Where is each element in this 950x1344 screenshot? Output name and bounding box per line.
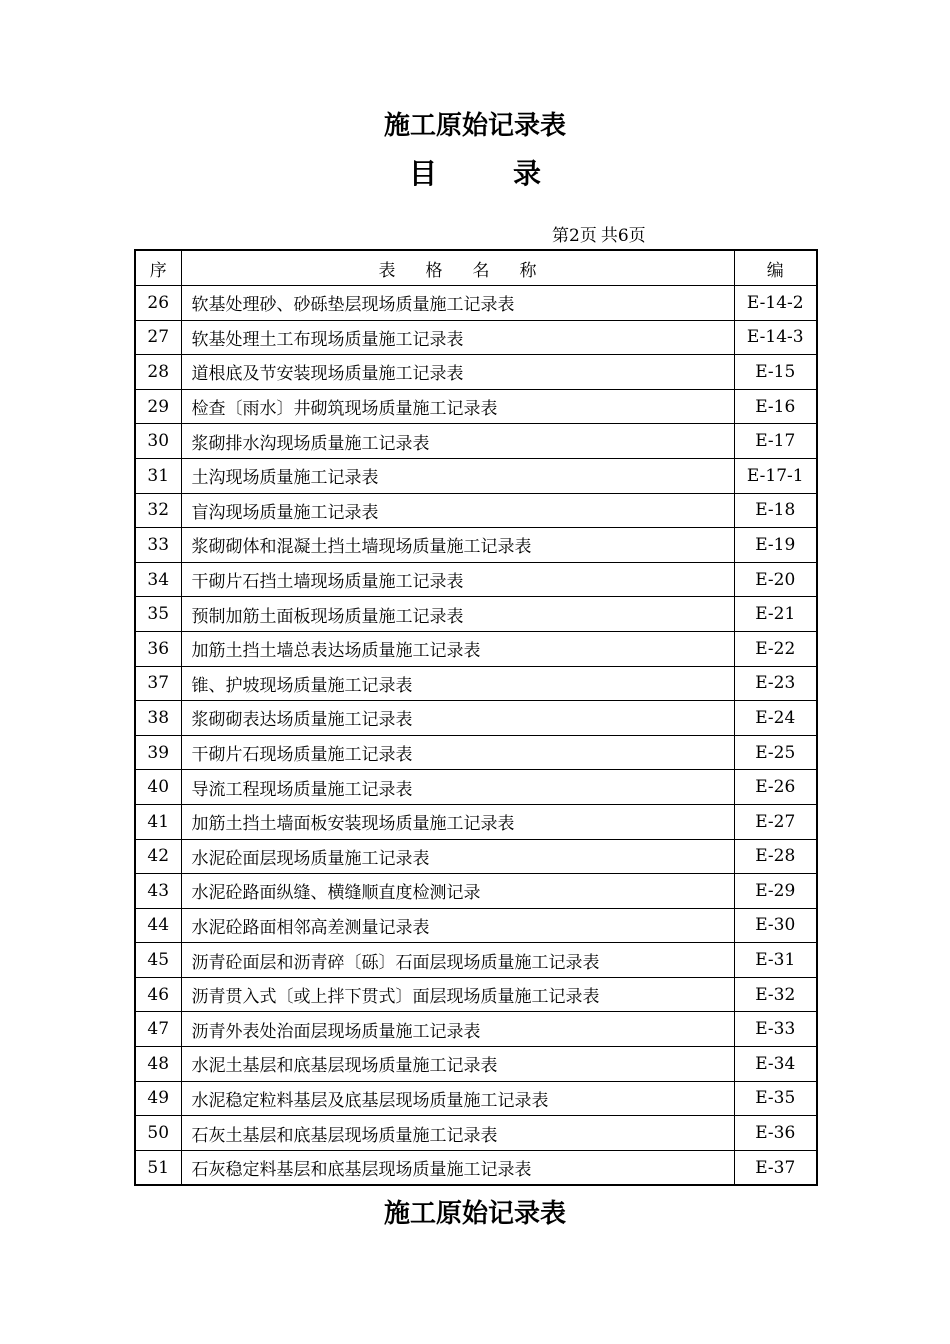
row-form-name: 干砌片石挡土墙现场质量施工记录表	[181, 562, 734, 597]
row-form-code: E-17	[734, 424, 817, 459]
row-form-name: 浆砌砌体和混凝土挡土墙现场质量施工记录表	[181, 528, 734, 563]
table-row	[135, 424, 817, 459]
table-row	[135, 943, 817, 978]
row-number: 51	[135, 1150, 181, 1185]
row-form-name: 道根底及节安装现场质量施工记录表	[181, 355, 734, 390]
row-form-name: 检查〔雨水〕井砌筑现场质量施工记录表	[181, 389, 734, 424]
row-form-name: 干砌片石现场质量施工记录表	[181, 735, 734, 770]
table-row	[135, 1150, 817, 1185]
row-form-name: 浆砌排水沟现场质量施工记录表	[181, 424, 734, 459]
row-number: 43	[135, 874, 181, 909]
row-number: 49	[135, 1081, 181, 1116]
row-number: 40	[135, 770, 181, 805]
row-form-code: E-14-3	[734, 320, 817, 355]
subtitle-left: 目	[408, 157, 437, 190]
row-form-name: 水泥砼路面纵缝、横缝顺直度检测记录	[181, 874, 734, 909]
table-row	[135, 597, 817, 632]
toc-header-row	[135, 250, 817, 286]
table-row	[135, 355, 817, 390]
row-form-name: 锥、护坡现场质量施工记录表	[181, 666, 734, 701]
row-form-code: E-28	[734, 839, 817, 874]
row-form-code: E-19	[734, 528, 817, 563]
header-code: 编	[734, 250, 817, 286]
row-form-name: 加筋土挡土墙面板安装现场质量施工记录表	[181, 804, 734, 839]
table-row	[135, 804, 817, 839]
table-row	[135, 458, 817, 493]
row-form-code: E-20	[734, 562, 817, 597]
table-row	[135, 389, 817, 424]
row-number: 46	[135, 977, 181, 1012]
table-row	[135, 493, 817, 528]
page-current: 第2页	[552, 226, 597, 246]
row-form-code: E-36	[734, 1116, 817, 1151]
row-form-name: 沥青贯入式〔或上拌下贯式〕面层现场质量施工记录表	[181, 977, 734, 1012]
row-form-name: 加筋土挡土墙总表达场质量施工记录表	[181, 631, 734, 666]
row-form-code: E-23	[734, 666, 817, 701]
table-row	[135, 770, 817, 805]
table-row	[135, 286, 817, 321]
row-number: 48	[135, 1047, 181, 1082]
table-row	[135, 1116, 817, 1151]
row-form-name: 土沟现场质量施工记录表	[181, 458, 734, 493]
document-subtitle	[0, 158, 950, 190]
table-row	[135, 631, 817, 666]
row-form-code: E-34	[734, 1047, 817, 1082]
table-row	[135, 528, 817, 563]
row-form-code: E-31	[734, 943, 817, 978]
row-form-name: 石灰稳定料基层和底基层现场质量施工记录表	[181, 1150, 734, 1185]
row-form-code: E-21	[734, 597, 817, 632]
row-number: 36	[135, 631, 181, 666]
row-form-name: 预制加筋土面板现场质量施工记录表	[181, 597, 734, 632]
row-number: 27	[135, 320, 181, 355]
toc-table	[134, 249, 818, 1186]
row-form-code: E-27	[734, 804, 817, 839]
table-row	[135, 1047, 817, 1082]
row-form-name: 沥青砼面层和沥青碎〔砾〕石面层现场质量施工记录表	[181, 943, 734, 978]
row-form-code: E-17-1	[734, 458, 817, 493]
table-row	[135, 735, 817, 770]
row-form-code: E-18	[734, 493, 817, 528]
row-number: 31	[135, 458, 181, 493]
document-title: 施工原始记录表	[383, 111, 566, 141]
row-form-name: 导流工程现场质量施工记录表	[181, 770, 734, 805]
row-number: 35	[135, 597, 181, 632]
row-form-name: 盲沟现场质量施工记录表	[181, 493, 734, 528]
header-name: 表格名称	[181, 250, 734, 286]
row-number: 32	[135, 493, 181, 528]
table-row	[135, 701, 817, 736]
row-form-name: 浆砌砌表达场质量施工记录表	[181, 701, 734, 736]
table-row	[135, 908, 817, 943]
row-number: 37	[135, 666, 181, 701]
toc-body	[135, 286, 817, 1186]
row-form-name: 水泥砼路面相邻高差测量记录表	[181, 908, 734, 943]
row-form-name: 水泥砼面层现场质量施工记录表	[181, 839, 734, 874]
row-form-code: E-35	[734, 1081, 817, 1116]
row-form-code: E-33	[734, 1012, 817, 1047]
subtitle-right: 录	[513, 157, 542, 190]
table-row	[135, 977, 817, 1012]
row-form-name: 软基处理砂、砂砾垫层现场质量施工记录表	[181, 286, 734, 321]
row-form-name: 石灰土基层和底基层现场质量施工记录表	[181, 1116, 734, 1151]
row-form-code: E-32	[734, 977, 817, 1012]
row-form-name: 水泥土基层和底基层现场质量施工记录表	[181, 1047, 734, 1082]
row-form-code: E-14-2	[734, 286, 817, 321]
table-row	[135, 1081, 817, 1116]
row-number: 38	[135, 701, 181, 736]
row-number: 30	[135, 424, 181, 459]
row-number: 45	[135, 943, 181, 978]
row-number: 47	[135, 1012, 181, 1047]
table-row	[135, 320, 817, 355]
table-row	[135, 666, 817, 701]
row-form-code: E-37	[734, 1150, 817, 1185]
table-row	[135, 562, 817, 597]
row-form-name: 水泥稳定粒料基层及底基层现场质量施工记录表	[181, 1081, 734, 1116]
row-number: 33	[135, 528, 181, 563]
header-no: 序	[135, 250, 181, 286]
row-form-name: 软基处理土工布现场质量施工记录表	[181, 320, 734, 355]
row-number: 42	[135, 839, 181, 874]
row-form-code: E-25	[734, 735, 817, 770]
page-indicator	[552, 224, 650, 248]
row-number: 50	[135, 1116, 181, 1151]
row-number: 29	[135, 389, 181, 424]
row-form-code: E-26	[734, 770, 817, 805]
row-form-code: E-24	[734, 701, 817, 736]
row-number: 34	[135, 562, 181, 597]
row-form-code: E-22	[734, 631, 817, 666]
row-number: 44	[135, 908, 181, 943]
row-number: 28	[135, 355, 181, 390]
table-row	[135, 1012, 817, 1047]
row-number: 39	[135, 735, 181, 770]
row-form-code: E-29	[734, 874, 817, 909]
table-row	[135, 874, 817, 909]
row-form-name: 沥青外表处治面层现场质量施工记录表	[181, 1012, 734, 1047]
row-form-code: E-15	[734, 355, 817, 390]
row-number: 26	[135, 286, 181, 321]
page-total: 共6页	[600, 226, 646, 246]
row-form-code: E-16	[734, 389, 817, 424]
footer-title: 施工原始记录表	[383, 1199, 566, 1229]
row-form-code: E-30	[734, 908, 817, 943]
table-row	[135, 839, 817, 874]
row-number: 41	[135, 804, 181, 839]
